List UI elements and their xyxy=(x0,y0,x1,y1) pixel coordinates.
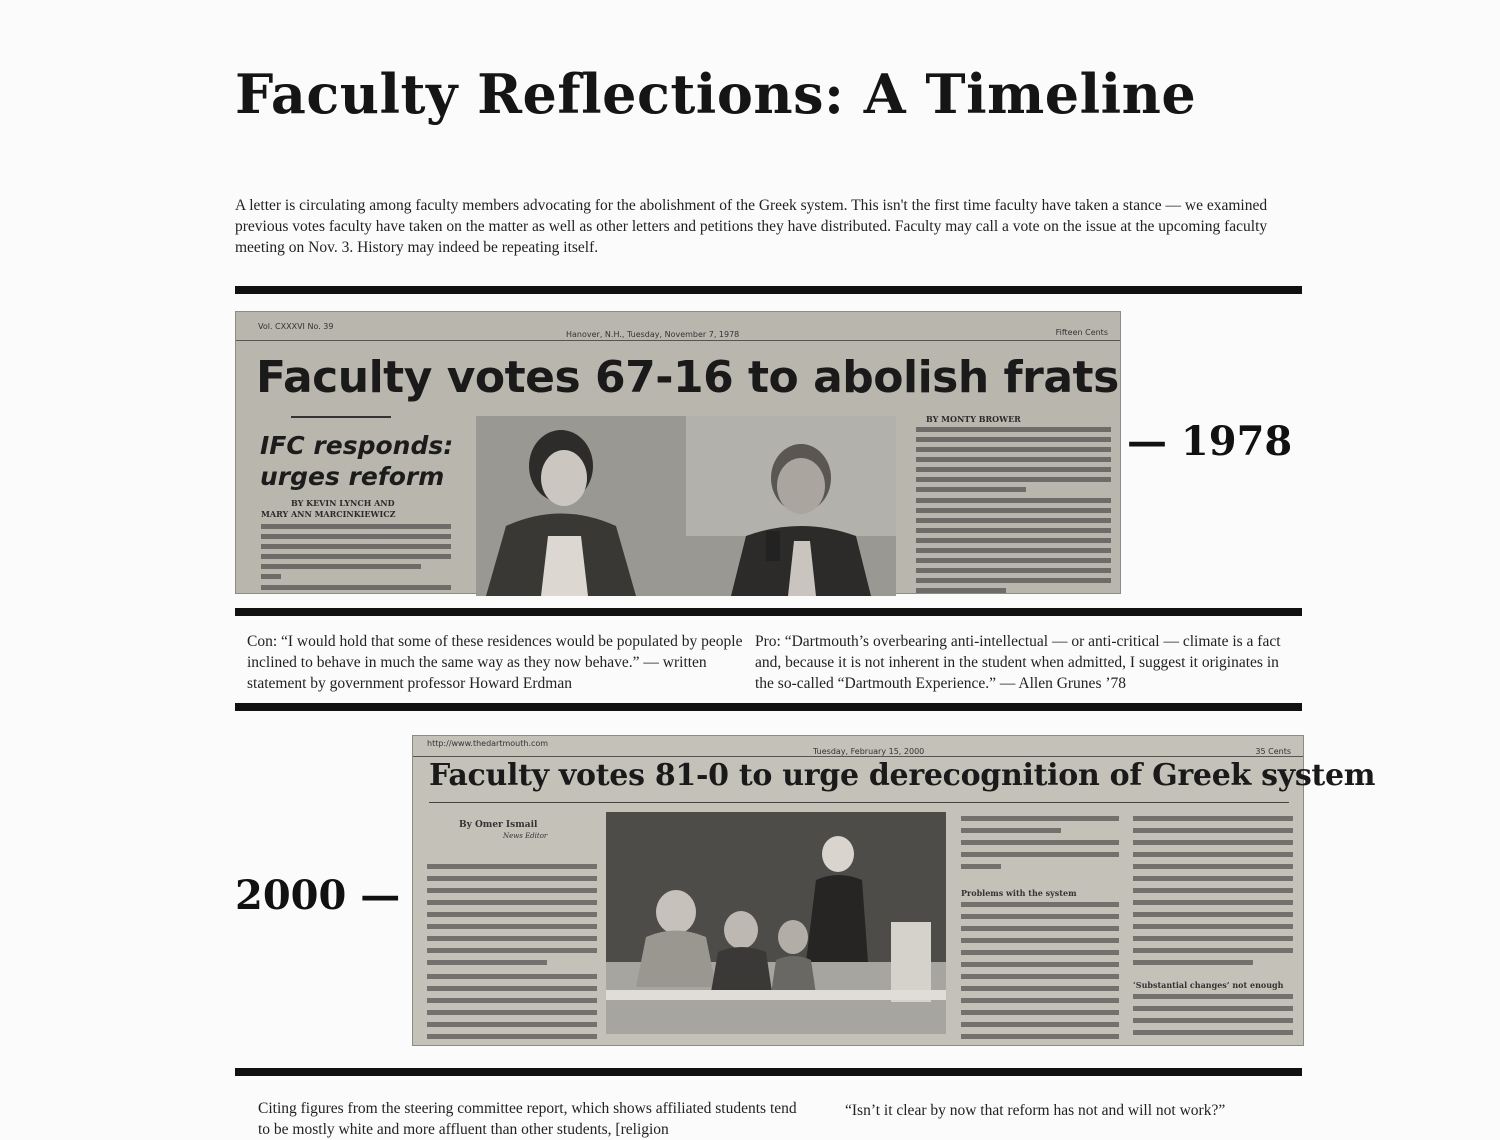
clipping-byline-left: BY KEVIN LYNCH AND xyxy=(291,498,395,508)
divider-rule xyxy=(235,703,1302,711)
newspaper-clipping-1978 xyxy=(235,311,1121,594)
year-label-1978: — 1978 xyxy=(1127,418,1293,465)
headline-rule xyxy=(291,416,391,418)
masthead-volume: Vol. CXXXVI No. 39 xyxy=(258,322,334,331)
bottom-paragraph-left: Citing figures from the steering committee report, which shows affiliated students tend to be mostly white and more affluent than other students, [religion xyxy=(258,1100,797,1138)
clipping-masthead xyxy=(413,736,1303,757)
masthead-date: Tuesday, February 15, 2000 xyxy=(813,747,925,756)
clipping-masthead xyxy=(236,312,1120,341)
clipping-byline: By Omer Ismail xyxy=(459,820,538,830)
photo-faculty-meeting xyxy=(606,812,946,1034)
headline-rule xyxy=(429,802,1289,803)
clipping-subhead: IFC responds: urges reform xyxy=(260,431,454,491)
divider-rule xyxy=(235,608,1302,616)
quote-con: Con: “I would hold that some of these residences would be populated by people inclined to behave in much the same way as they now behave.” — written statement by government professor Howard Erdman xyxy=(247,633,743,692)
clipping-byline-left-2: MARY ANN MARCINKIEWICZ xyxy=(261,509,396,519)
divider-rule xyxy=(235,1068,1302,1076)
intro-paragraph: A letter is circulating among faculty members advocating for the abolishment of the Greek system. This isn't the first time faculty have taken a stance — we examined previous votes faculty have taken on the matter as well as other letters and petitions they have distributed. Faculty may call a vote on the issue at the upcoming faculty meeting on Nov. 3. History may indeed be repeating itself. xyxy=(235,197,1268,256)
year-label-2000: 2000 — xyxy=(235,872,401,919)
masthead-date: Hanover, N.H., Tuesday, November 7, 1978 xyxy=(566,330,740,339)
clipping-byline-right: BY MONTY BROWER xyxy=(926,414,1021,424)
clipping-headline: Faculty votes 67-16 to abolish frats xyxy=(256,352,1119,403)
bottom-paragraph-right: “Isn’t it clear by now that reform has not and will not work?” xyxy=(845,1102,1226,1119)
masthead-price: 35 Cents xyxy=(1255,747,1291,756)
page-title: Faculty Reflections: A Timeline xyxy=(235,62,1197,126)
clipping-byline-role: News Editor xyxy=(503,832,548,840)
masthead-price: Fifteen Cents xyxy=(1055,328,1108,337)
clipping-section-heading: ‘Substantial changes’ not enough xyxy=(1133,980,1284,990)
quote-pro: Pro: “Dartmouth’s overbearing anti-intellectual — or anti-critical — climate is a fact and, because it is not inherent in the student when admitted, I suggest it originates in the so-called “Dartmouth Experience.” — Allen Grunes ’78 xyxy=(755,633,1281,692)
masthead-url: http://www.thedartmouth.com xyxy=(427,739,549,748)
photo-faculty-members xyxy=(476,416,896,596)
clipping-headline: Faculty votes 81-0 to urge derecognition of Greek system xyxy=(429,758,1376,793)
newspaper-clipping-2000 xyxy=(412,735,1376,1046)
divider-rule xyxy=(235,286,1302,294)
clipping-section-heading: Problems with the system xyxy=(961,888,1077,898)
